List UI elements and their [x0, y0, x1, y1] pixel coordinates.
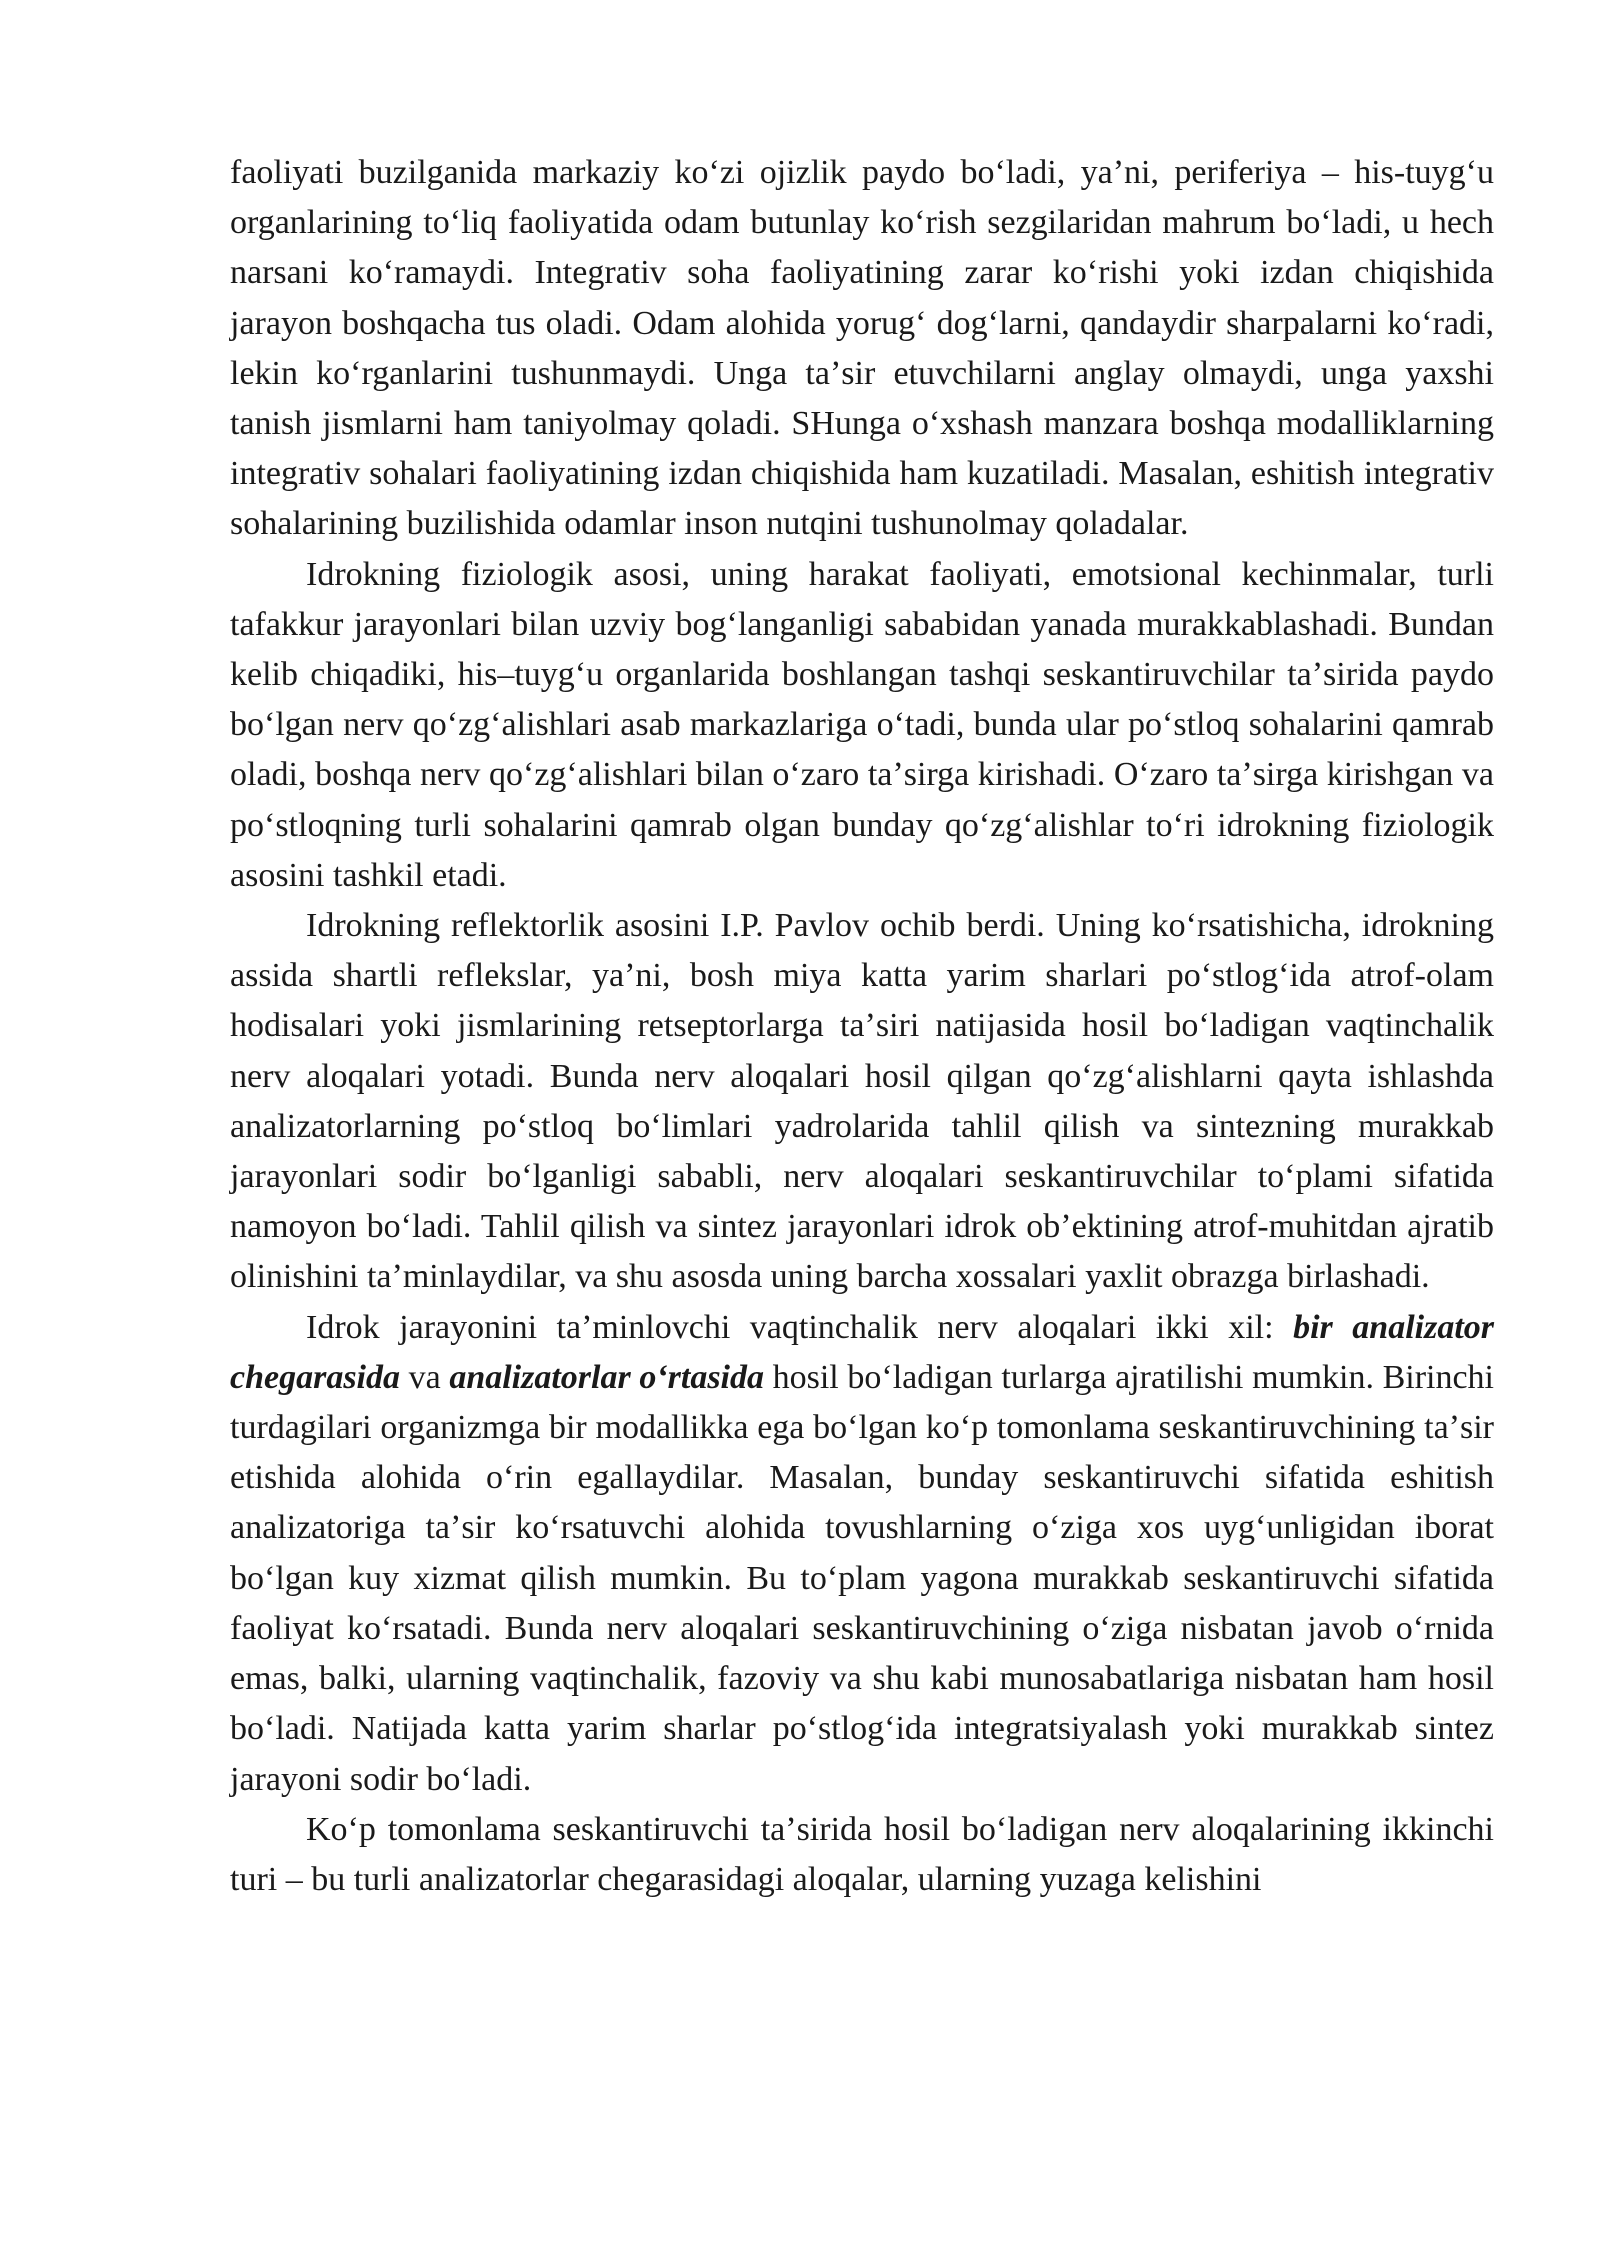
paragraph-4 [230, 1303, 1494, 1805]
paragraph-text: Koʻp tomonlama seskantiruvchi taʼsirida hosil boʻladigan nerv aloqalarining ikkinchi turi – bu turli analizatorlar chegarasidagi aloqalar, ularning yuzaga kelishini [230, 1810, 1494, 1898]
paragraph-3 [230, 901, 1494, 1303]
emphasized-term: analizatorlar oʻrtasida [449, 1358, 765, 1396]
paragraph-text: va [400, 1358, 450, 1396]
paragraph-1 [230, 148, 1494, 550]
paragraph-5 [230, 1805, 1494, 1905]
paragraph-2 [230, 550, 1494, 901]
emphasized-term: bir analizator chegarasida [230, 1308, 1495, 1396]
paragraph-text: Idrokning reflektorlik asosini I.P. Pavlov ochib berdi. Uning koʻrsatishicha, idrokning assida shartli reflekslar, yaʼni, bosh miya katta yarim sharlari poʻstlogʻida atrof-olam hodisalari yoki jismlarining retseptorlarga taʼsiri natijasida hosil boʻladigan vaqtinchalik nerv aloqalari yotadi. Bunda nerv aloqalari hosil qilgan qoʻzgʻalishlarni qayta ishlashda analizatorlarning poʻstloq boʻlimlari yadrolarida tahlil qilish va sintezning murakkab jarayonlari sodir boʻlganligi sababli, nerv aloqalari seskantiruvchilar toʻplami sifatida namoyon boʻladi. Tahlil qilish va sintez jarayonlari idrok obʼektining atrof-muhitdan ajratib olinishini taʼminlaydilar, va shu asosda uning barcha xossalari yaxlit obrazga birlashadi. [230, 907, 1494, 1296]
paragraph-text: Idrok jarayonini taʼminlovchi vaqtinchalik nerv aloqalari ikki xil: [306, 1308, 1294, 1346]
paragraph-text: faoliyati buzilganida markaziy koʻzi ojizlik paydo boʻladi, yaʼni, periferiya – his-tuygʻu organlarining toʻliq faoliyatida odam butunlay koʻrish sezgilaridan mahrum boʻladi, u hech narsani koʻramaydi. Integrativ soha faoliyatining zarar koʻrishi yoki izdan chiqishida jarayon boshqacha tus oladi. Odam alohida yorugʻ dogʻlarni, qandaydir sharpalarni koʻradi, lekin koʻrganlarini tushunmaydi. Unga taʼsir etuvchilarni anglay olmaydi, unga yaxshi tanish jismlarni ham taniyolmay qoladi. SHunga oʻxshash manzara boshqa modalliklarning integrativ sohalari faoliyatining izdan chiqishida ham kuzatiladi. Masalan, eshitish integrativ sohalarining buzilishida odamlar inson nutqini tushunolmay qoladalar. [230, 154, 1494, 543]
paragraph-text: hosil boʻladigan turlarga ajratilishi mumkin. Birinchi turdagilari organizmga bir modallikka ega boʻlgan koʻp tomonlama seskantiruvchining taʼsir etishida alohida oʻrin egallaydilar. Masalan, bunday seskantiruvchi sifatida eshitish analizatoriga taʼsir koʻrsatuvchi alohida tovushlarning oʻziga xos uygʻunligidan iborat boʻlgan kuy xizmat qilish mumkin. Bu toʻplam yagona murakkab seskantiruvchi sifatida faoliyat koʻrsatadi. Bunda nerv aloqalari seskantiruvchining oʻziga nisbatan javob oʻrnida emas, balki, ularning vaqtinchalik, fazoviy va shu kabi munosabatlariga nisbatan ham hosil boʻladi. Natijada katta yarim sharlar poʻstlogʻida integratsiyalash yoki murakkab sintez jarayoni sodir boʻladi. [230, 1358, 1494, 1798]
paragraph-text: Idrokning fiziologik asosi, uning harakat faoliyati, emotsional kechinmalar, turli tafakkur jarayonlari bilan uzviy bogʻlanganligi sababidan yanada murakkablashadi. Bundan kelib chiqadiki, his–tuygʻu organlarida boshlangan tashqi seskantiruvchilar taʼsirida paydo boʻlgan nerv qoʻzgʻalishlari asab markazlariga oʻtadi, bunda ular poʻstloq sohalarini qamrab oladi, boshqa nerv qoʻzgʻalishlari bilan oʻzaro taʼsirga kirishadi. Oʻzaro taʼsirga kirishgan va poʻstloqning turli sohalarini qamrab olgan bunday qoʻzgʻalishlar toʻri idrokning fiziologik asosini tashkil etadi. [230, 555, 1494, 894]
document-page [230, 148, 1494, 1905]
